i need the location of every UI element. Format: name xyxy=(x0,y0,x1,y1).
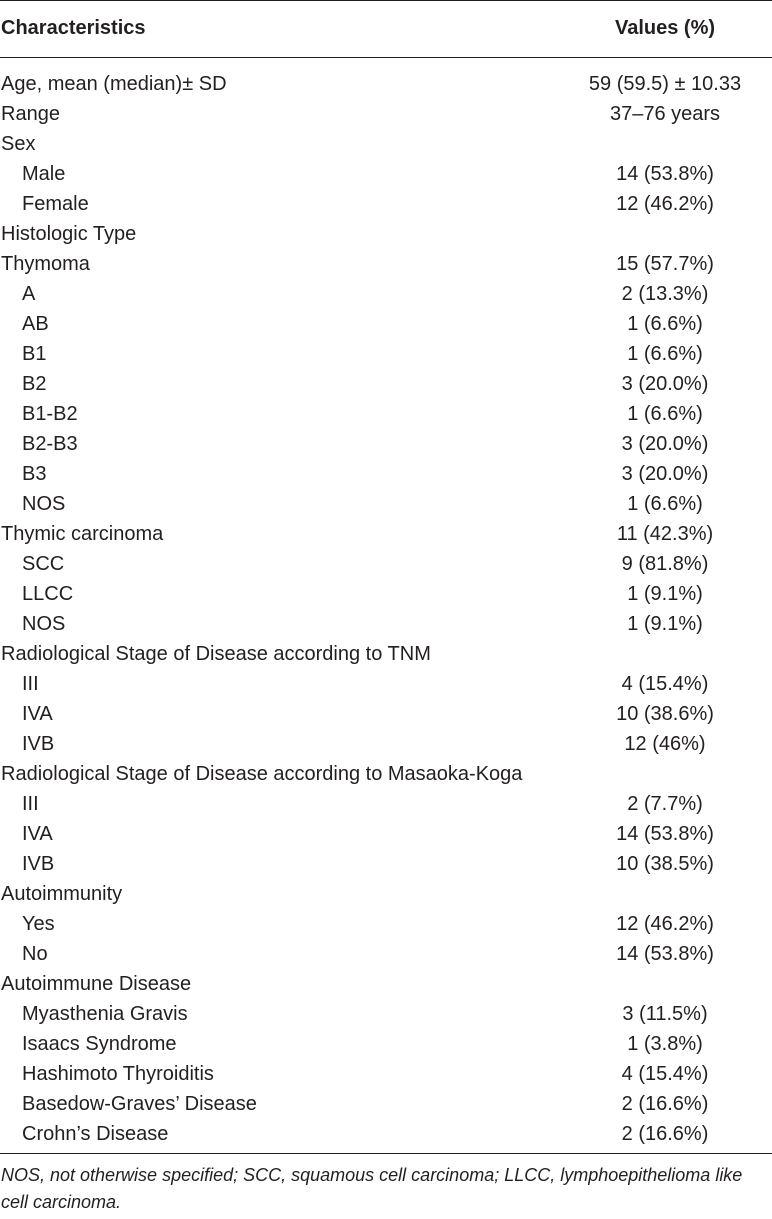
table-row xyxy=(0,279,772,309)
row-value: 2 (16.6%) xyxy=(621,1093,709,1115)
row-label: IVB xyxy=(22,733,55,755)
table-row xyxy=(0,309,772,339)
table-row xyxy=(0,819,772,849)
table-row xyxy=(0,729,772,759)
row-label: Autoimmune Disease xyxy=(1,973,192,995)
table-row xyxy=(0,339,772,369)
row-label: Crohn’s Disease xyxy=(22,1123,169,1145)
row-value: 10 (38.6%) xyxy=(616,703,714,725)
table-row xyxy=(0,99,772,129)
row-label: LLCC xyxy=(22,583,74,605)
row-label: IVA xyxy=(22,703,53,725)
table-row xyxy=(0,549,772,579)
row-label: B3 xyxy=(22,463,47,485)
row-value: 3 (20.0%) xyxy=(621,463,709,485)
row-label: Radiological Stage of Disease according to Masaoka-Koga xyxy=(1,763,523,785)
row-value: 14 (53.8%) xyxy=(616,163,714,185)
table-row xyxy=(0,609,772,639)
row-value: 1 (6.6%) xyxy=(627,403,703,425)
table-row xyxy=(0,1119,772,1149)
table-row xyxy=(0,369,772,399)
row-label: Range xyxy=(1,103,60,125)
table-row xyxy=(0,399,772,429)
row-label: Autoimmunity xyxy=(1,883,123,905)
table-row xyxy=(0,579,772,609)
row-value: 37–76 years xyxy=(609,103,721,125)
row-label: Basedow-Graves’ Disease xyxy=(22,1093,257,1115)
row-label: Hashimoto Thyroiditis xyxy=(22,1063,214,1085)
table-row xyxy=(0,1059,772,1089)
row-value: 2 (16.6%) xyxy=(621,1123,709,1145)
row-label: B1 xyxy=(22,343,47,365)
table-row xyxy=(0,849,772,879)
table-row xyxy=(0,669,772,699)
table-bottom-rule xyxy=(0,1153,772,1154)
row-label: III xyxy=(22,793,39,815)
table-row xyxy=(0,129,772,159)
table-row xyxy=(0,459,772,489)
table-row xyxy=(0,999,772,1029)
row-value: 1 (9.1%) xyxy=(627,613,703,635)
row-value: 15 (57.7%) xyxy=(616,253,714,275)
table-row xyxy=(0,879,772,909)
row-value: 3 (20.0%) xyxy=(621,373,709,395)
row-label: AB xyxy=(22,313,49,335)
row-label: IVB xyxy=(22,853,55,875)
table-row xyxy=(0,1089,772,1119)
row-label: Female xyxy=(22,193,89,215)
table-header-rule xyxy=(0,57,772,58)
row-label: Thymoma xyxy=(1,253,90,275)
row-value: 59 (59.5) ± 10.33 xyxy=(588,73,742,95)
row-label: III xyxy=(22,673,39,695)
row-label: Male xyxy=(22,163,66,185)
row-value: 4 (15.4%) xyxy=(621,1063,709,1085)
header-values: Values (%) xyxy=(614,17,716,39)
table-row xyxy=(0,69,772,99)
row-label: B2 xyxy=(22,373,47,395)
row-value: 3 (20.0%) xyxy=(621,433,709,455)
row-value: 10 (38.5%) xyxy=(616,853,714,875)
table-row xyxy=(0,639,772,669)
row-label: B1-B2 xyxy=(22,403,78,425)
row-label: NOS xyxy=(22,613,66,635)
table-row xyxy=(0,429,772,459)
row-value: 1 (3.8%) xyxy=(627,1033,703,1055)
table-row xyxy=(0,699,772,729)
row-label: Thymic carcinoma xyxy=(1,523,164,545)
table-body xyxy=(0,69,772,1149)
table-footnote: NOS, not otherwise specified; SCC, squamous cell carcinoma; LLCC, lymphoepithelioma like cell carcinoma. xyxy=(1,1165,743,1212)
row-label: Yes xyxy=(22,913,55,935)
table-row xyxy=(0,789,772,819)
table-row xyxy=(0,969,772,999)
row-label: No xyxy=(22,943,48,965)
row-label: SCC xyxy=(22,553,65,575)
row-label: B2-B3 xyxy=(22,433,78,455)
row-value: 14 (53.8%) xyxy=(616,823,714,845)
row-label: A xyxy=(22,283,36,305)
row-value: 4 (15.4%) xyxy=(621,673,709,695)
row-value: 1 (9.1%) xyxy=(627,583,703,605)
row-value: 9 (81.8%) xyxy=(621,553,709,575)
row-label: NOS xyxy=(22,493,66,515)
row-value: 1 (6.6%) xyxy=(627,343,703,365)
row-value: 12 (46.2%) xyxy=(616,193,714,215)
table-row xyxy=(0,159,772,189)
table-row xyxy=(0,939,772,969)
row-value: 1 (6.6%) xyxy=(627,493,703,515)
row-label: Histologic Type xyxy=(1,223,137,245)
table-row xyxy=(0,189,772,219)
table-row xyxy=(0,1029,772,1059)
table-row xyxy=(0,249,772,279)
row-label: Myasthenia Gravis xyxy=(22,1003,188,1025)
row-label: Sex xyxy=(1,133,36,155)
row-value: 2 (13.3%) xyxy=(621,283,709,305)
row-value: 12 (46%) xyxy=(624,733,706,755)
header-characteristics: Characteristics xyxy=(1,17,146,39)
row-value: 1 (6.6%) xyxy=(627,313,703,335)
row-value: 11 (42.3%) xyxy=(616,523,714,545)
table-row xyxy=(0,759,772,789)
table-row xyxy=(0,909,772,939)
row-label: IVA xyxy=(22,823,53,845)
table-row xyxy=(0,219,772,249)
row-label: Isaacs Syndrome xyxy=(22,1033,177,1055)
row-value: 2 (7.7%) xyxy=(627,793,703,815)
table-header xyxy=(0,0,772,57)
row-label: Age, mean (median)± SD xyxy=(1,73,227,95)
row-value: 3 (11.5%) xyxy=(622,1003,708,1025)
row-value: 12 (46.2%) xyxy=(616,913,714,935)
row-label: Radiological Stage of Disease according to TNM xyxy=(1,643,431,665)
table-row xyxy=(0,519,772,549)
table-row xyxy=(0,489,772,519)
row-value: 14 (53.8%) xyxy=(616,943,714,965)
